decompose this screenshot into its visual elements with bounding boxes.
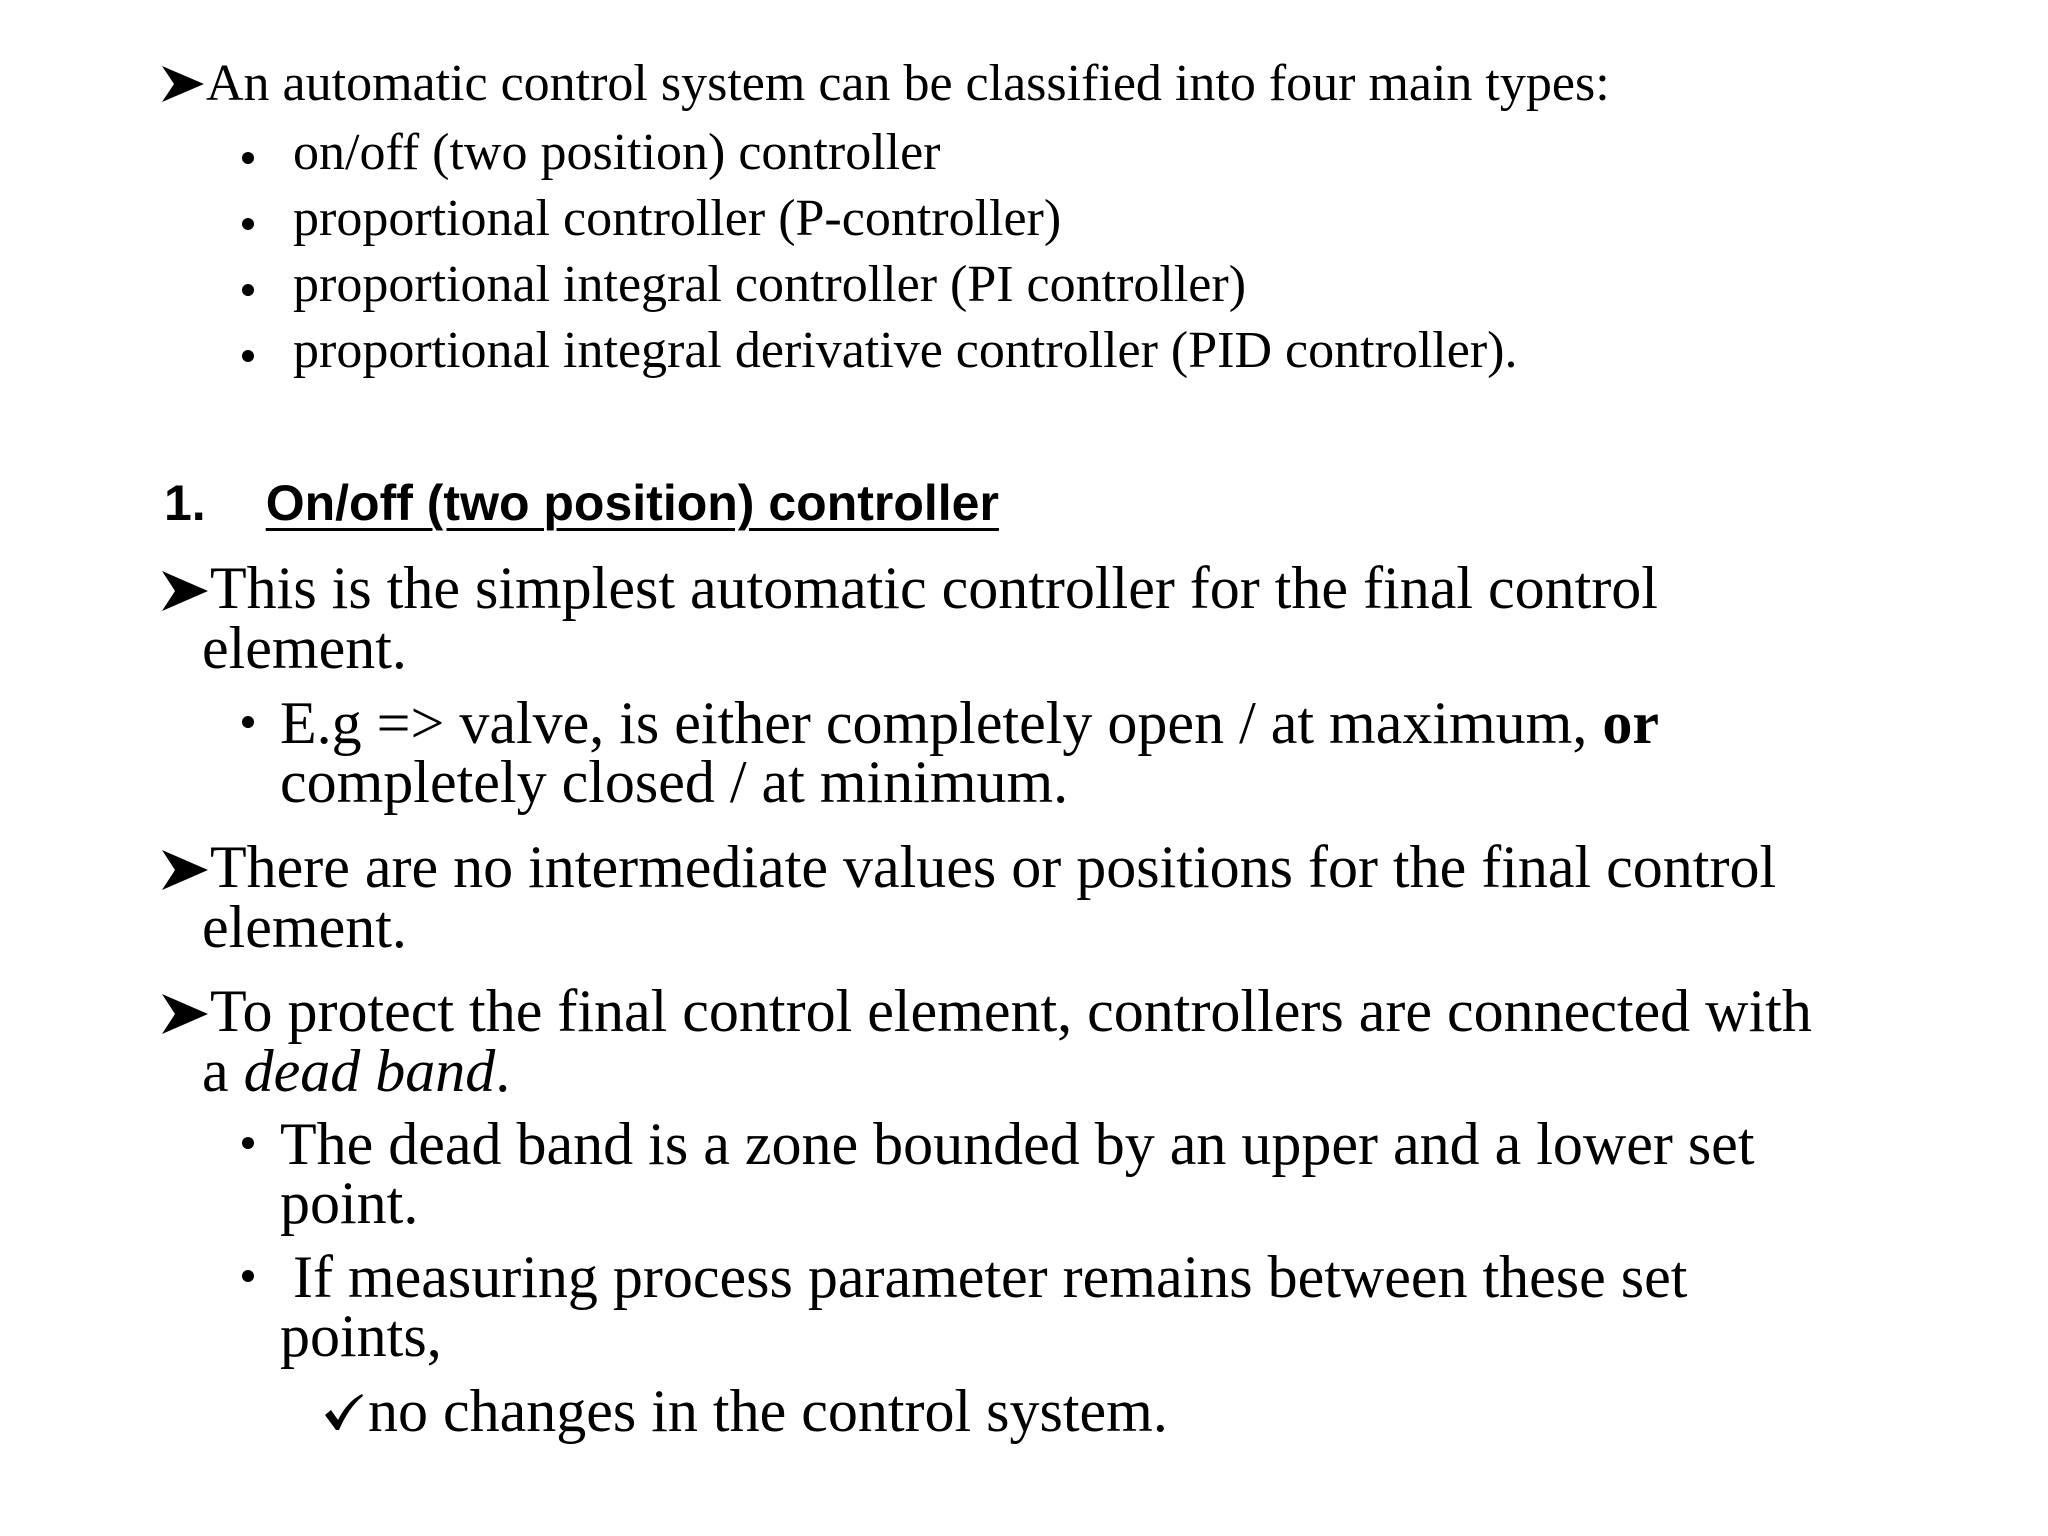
bullet-dot-icon — [242, 350, 254, 362]
deadband-continuation: point. — [280, 1170, 419, 1236]
arrow-bullet-icon — [162, 850, 208, 890]
bullet-dot-icon — [242, 218, 254, 230]
type-item: proportional integral controller (PI controller) — [293, 256, 1247, 313]
arrow-bullet-icon — [162, 66, 204, 102]
section-heading — [164, 475, 999, 531]
example-continuation: completely closed / at minimum. — [280, 749, 1069, 815]
protect-a: a — [202, 1038, 229, 1104]
point-continuation: element. — [202, 894, 407, 960]
point-continuation: element. — [202, 615, 407, 681]
point-text: To protect the final control element, controllers are connected with — [210, 978, 1812, 1044]
type-item: proportional integral derivative controller (PID controller). — [293, 322, 1518, 379]
example-line — [280, 690, 1659, 756]
protect-period: . — [495, 1038, 511, 1104]
bullet-dot-icon — [242, 1137, 254, 1149]
no-change-text: no changes in the control system. — [368, 1378, 1168, 1444]
point-text: There are no intermediate values or positions for the final control — [210, 834, 1777, 900]
section-title: On/off (two position) controller — [265, 475, 999, 531]
bullet-dot-icon — [242, 284, 254, 296]
checkmark-icon — [322, 1393, 364, 1433]
bullet-dot-icon — [242, 1270, 254, 1282]
intro-text: An automatic control system can be classified into four main types: — [206, 55, 1610, 112]
dead-band-term: dead band — [243, 1038, 496, 1104]
arrow-bullet-icon — [162, 994, 208, 1034]
point-simplest — [162, 555, 1658, 621]
no-change-line — [322, 1378, 1168, 1444]
bullet-dot-icon — [242, 716, 254, 728]
bullet-dot-icon — [242, 152, 254, 164]
measuring-continuation: points, — [280, 1303, 442, 1369]
section-number: 1. — [164, 475, 206, 531]
type-item: proportional controller (P-controller) — [293, 190, 1062, 247]
type-item: on/off (two position) controller — [293, 124, 941, 181]
point-text: This is the simplest automatic controller for the final control — [210, 555, 1658, 621]
arrow-bullet-icon — [162, 571, 208, 611]
intro-line — [162, 55, 1610, 112]
example-text: E.g => valve, is either completely open / at maximum, — [280, 690, 1588, 756]
example-or: or — [1602, 690, 1659, 756]
deadband-line: The dead band is a zone bounded by an upper and a lower set — [280, 1111, 1755, 1177]
measuring-line: If measuring process parameter remains between these set — [293, 1244, 1688, 1310]
point-protect — [162, 978, 1812, 1044]
point-no-intermediate — [162, 834, 1777, 900]
point-continuation — [202, 1038, 511, 1104]
